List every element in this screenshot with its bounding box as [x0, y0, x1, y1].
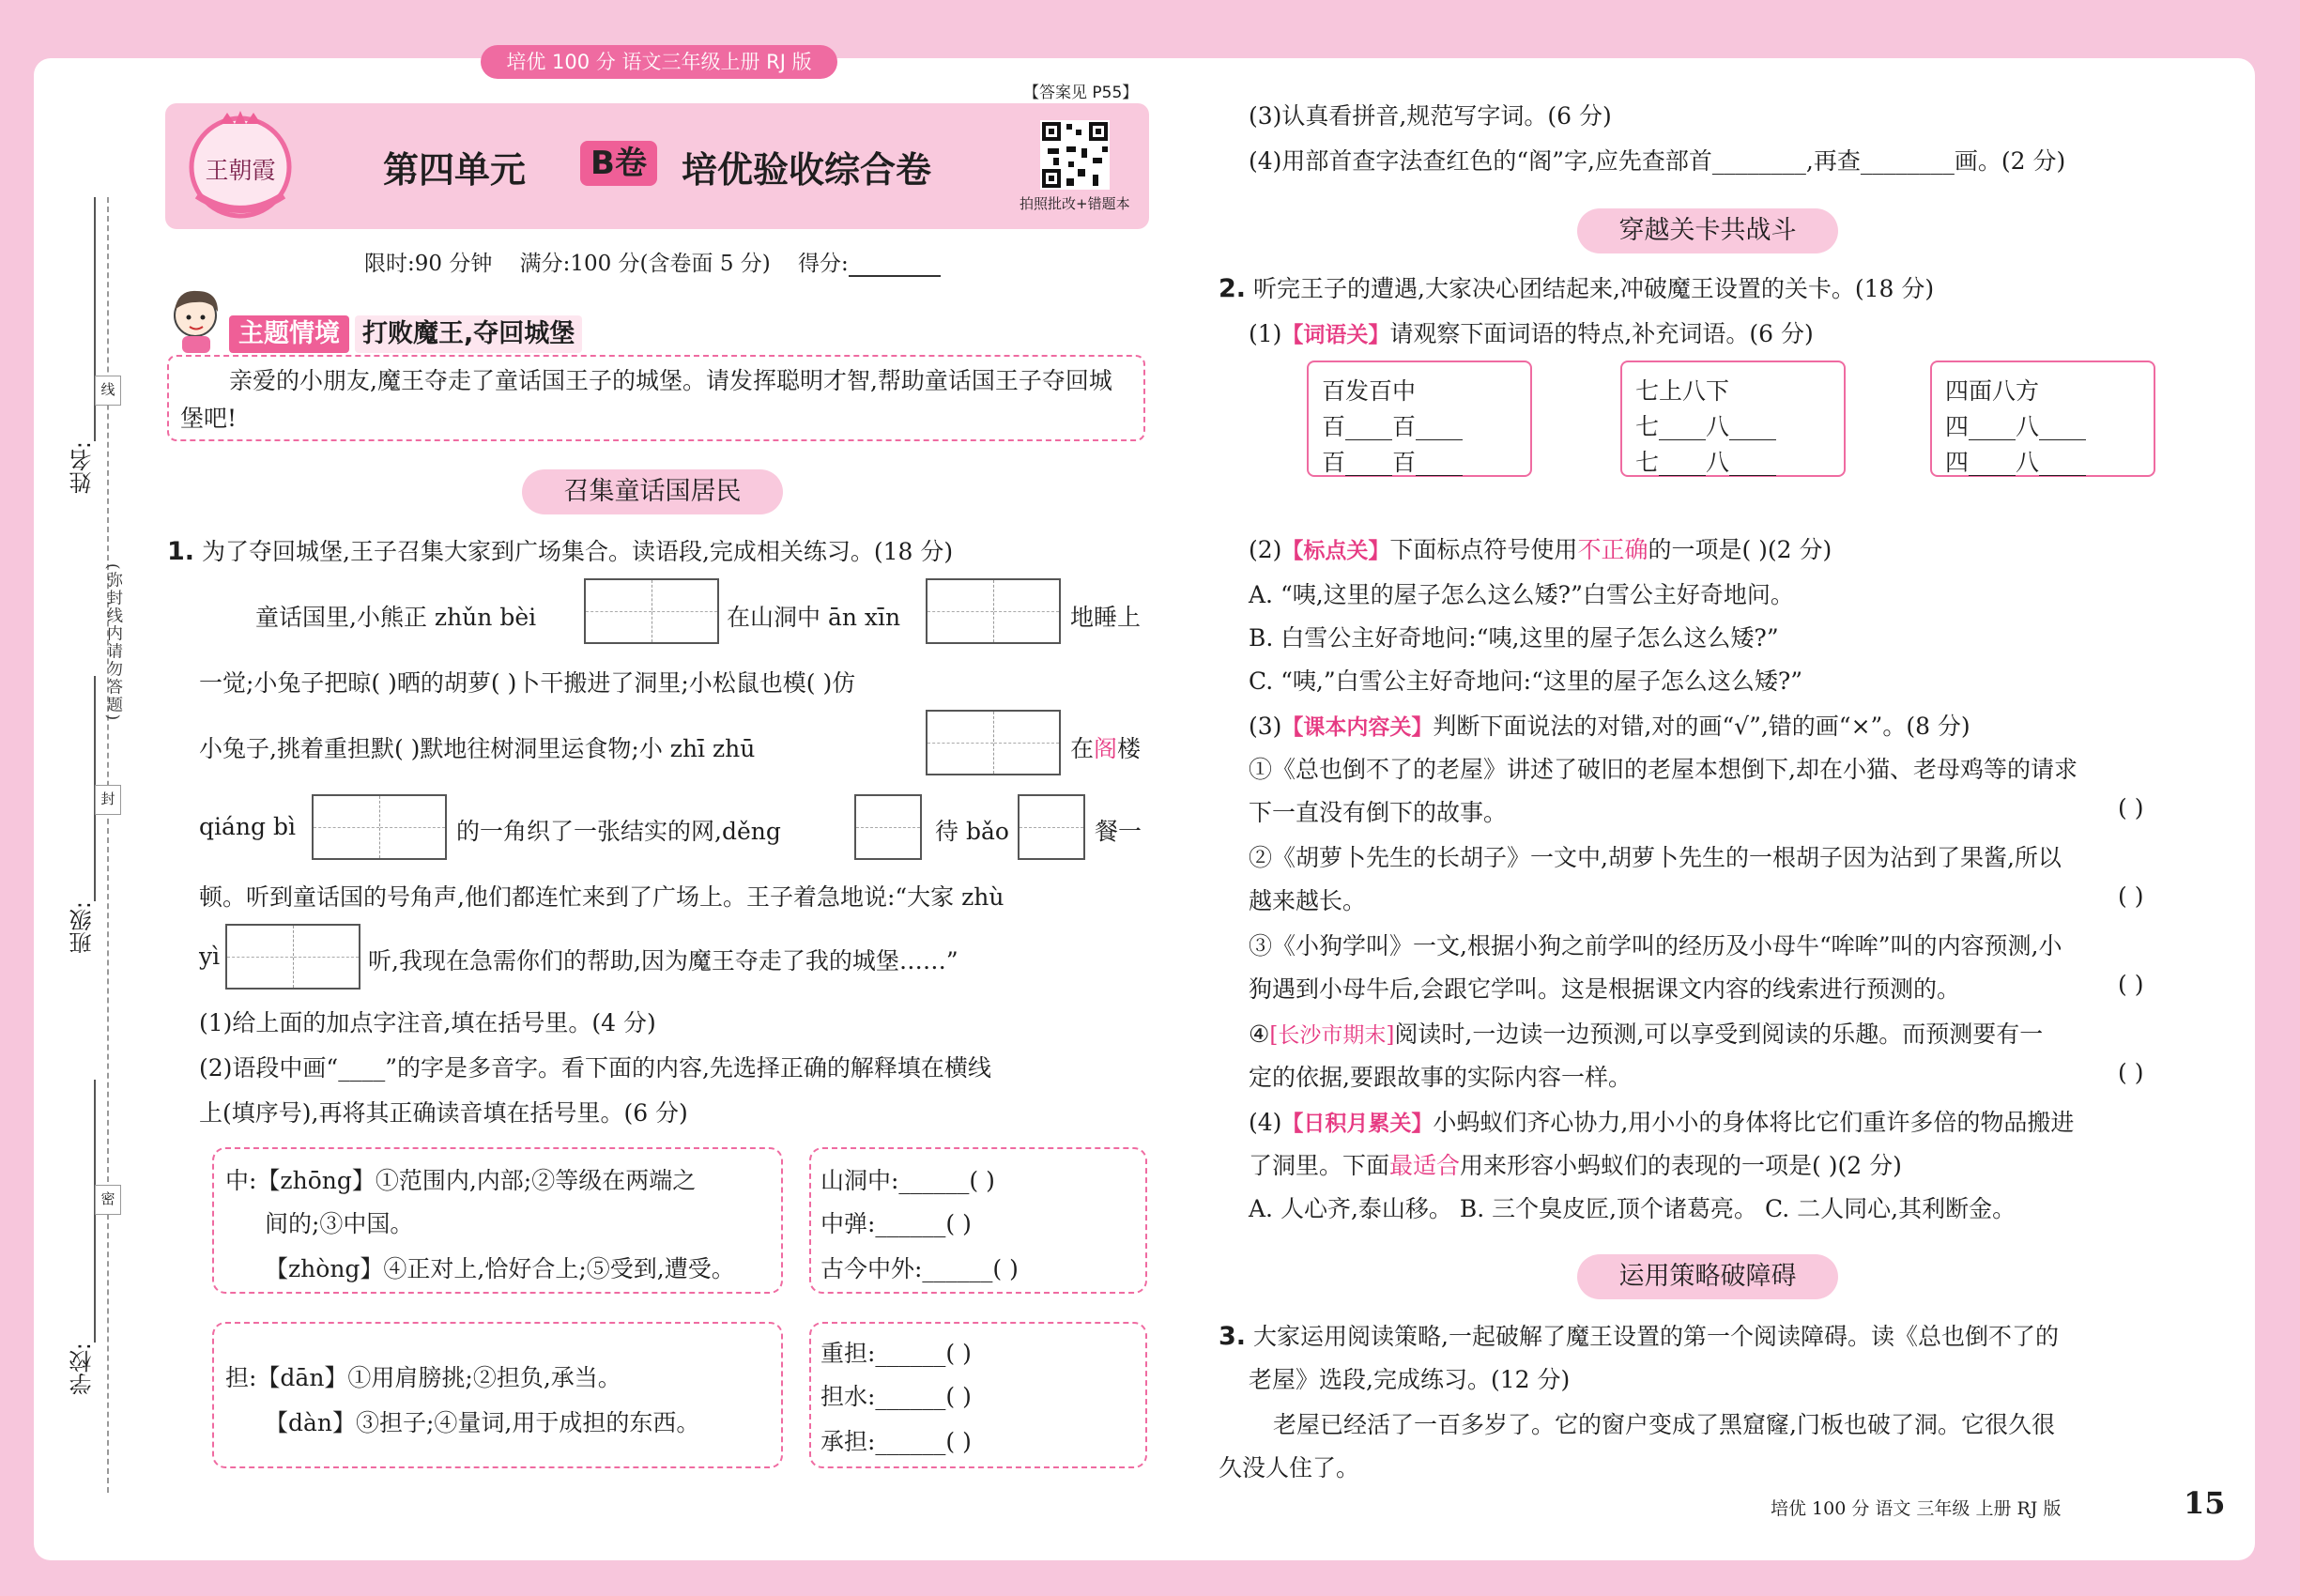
- q2-sub2: [1249, 531, 1832, 565]
- q1-p3d: 楼: [1117, 735, 1142, 762]
- q1-sub2a: (2)语段中画“____”的字是多音字。看下面的内容,先选择正确的解释填在横线: [199, 1054, 991, 1082]
- word-card-3-row2[interactable]: 四____八____: [1945, 449, 2087, 476]
- q2-sub4-text: 小蚂蚁们齐心协力,用小小的身体将比它们重许多倍的物品搬进: [1433, 1109, 2075, 1136]
- judge-4-text: 阅读时,一边读一边预测,可以享受到阅读的乐趣。而预测要有一: [1394, 1021, 2044, 1048]
- q2-sub4-text-a: 了洞里。下面: [1249, 1152, 1390, 1179]
- section-title-1: 召集童话国居民: [522, 469, 783, 514]
- q1-sub1: (1)给上面的加点字注音,填在括号里。(4 分): [199, 1009, 656, 1036]
- seal-mark: 封: [95, 785, 121, 815]
- q1-p1a: 童话国里,小熊正 zhǔn bèi: [255, 604, 537, 631]
- q1-p6a: yì: [199, 943, 221, 970]
- zhong-answer-2[interactable]: 中弹:______( ): [820, 1210, 972, 1237]
- judge-4-line1: ④[长沙市期末]阅读时,一边读一边预测,可以享受到阅读的乐趣。而预测要有一: [1249, 1021, 2044, 1048]
- q2-stem-text: 听完王子的遭遇,大家决心团结起来,冲破魔王设置的关卡。(18 分): [1253, 275, 1935, 302]
- q1-stem-text: 为了夺回城堡,王子召集大家到广场集合。读语段,完成相关练习。(18 分): [202, 538, 954, 565]
- q1-stem: [167, 533, 953, 567]
- dan-answer-1[interactable]: 重担:______( ): [820, 1340, 972, 1367]
- q1-red-char: 阁: [1094, 735, 1118, 762]
- qr-code-icon[interactable]: [1040, 120, 1110, 190]
- q2-number: 2.: [1219, 274, 1247, 303]
- class-label: 班级:: [69, 901, 96, 955]
- write-box-zhunbei[interactable]: [584, 578, 719, 644]
- zhong-answer-3[interactable]: 古今中外:______( ): [820, 1255, 1019, 1282]
- full-score: 满分:100 分(含卷面 5 分): [519, 252, 771, 276]
- zhong-answer-1[interactable]: 山洞中:______( ): [820, 1167, 995, 1194]
- unit-title: 第四单元: [383, 149, 527, 191]
- word-card-1-row2[interactable]: 百____百____: [1322, 449, 1464, 476]
- q2-sub4: [1249, 1104, 2074, 1138]
- theme-tag: 主题情境: [229, 315, 349, 353]
- q1-p3b: 在: [1070, 735, 1095, 762]
- q2-sub4-options: A. 人心齐,泰山移。 B. 三个臭皮匠,顶个诸葛亮。 C. 二人同心,其利断金。: [1249, 1195, 2016, 1222]
- q2-sub4-num: (4): [1249, 1109, 1282, 1136]
- q3-stem-text: 大家运用阅读策略,一起破解了魔王设置的第一个阅读障碍。读《总也倒不了的: [1253, 1323, 2059, 1350]
- q1-sub3: (3)认真看拼音,规范写字词。(6 分): [1249, 102, 1612, 130]
- qr-caption: 拍照批改+错题本: [1020, 195, 1130, 212]
- q1-p1c: 地睡上: [1070, 604, 1142, 631]
- logo-text: 王朝霞: [205, 157, 276, 184]
- q2-sub3-text: 判断下面说法的对错,对的画“√”,错的画“×”。(8 分): [1433, 713, 1970, 740]
- judge-3-line1: ③《小狗学叫》一文,根据小狗之前学叫的经历及小母牛“哞哞”叫的内容预测,小: [1249, 932, 2062, 959]
- word-card-3-head: 四面八方: [1945, 377, 2040, 405]
- q1-p4b: 的一角织了一张结实的网,děng: [456, 818, 781, 845]
- student-illustration: [160, 282, 233, 353]
- q2-sub1: [1249, 315, 1814, 349]
- seal-mark-2: 密: [95, 1185, 121, 1215]
- word-card-2-row1[interactable]: 七____八____: [1635, 413, 1777, 440]
- q1-number: 1.: [167, 537, 195, 566]
- dan-def-2: 【dàn】③担子;④量词,用于成担的东西。: [265, 1409, 700, 1436]
- dan-answer-3[interactable]: 承担:______( ): [820, 1428, 972, 1455]
- q3-stem-line2: 老屋》选段,完成练习。(12 分): [1249, 1366, 1571, 1393]
- write-box-anxin[interactable]: [926, 578, 1061, 644]
- zhong-def-1: 中:【zhōng】①范围内,内部;②等级在两端之: [225, 1167, 697, 1194]
- word-card-2: [1620, 361, 1846, 477]
- q2-sub3-num: (3): [1249, 713, 1282, 740]
- section-title-2: 穿越关卡共战斗: [1577, 208, 1838, 253]
- q2-sub4-tag: 【日积月累关】: [1281, 1112, 1434, 1136]
- school-label: 学校:: [69, 1343, 96, 1396]
- judge-1-line2: 下一直没有倒下的故事。: [1249, 799, 1508, 826]
- judge-1-line1: ①《总也倒不了的老屋》讲述了破旧的老屋本想倒下,却在小猫、老母鸡等的请求: [1249, 756, 2078, 783]
- time-limit: 限时:90 分钟: [364, 252, 493, 276]
- judge-2-line2: 越来越长。: [1249, 887, 1367, 914]
- q2-sub1-num: (1): [1249, 320, 1282, 347]
- seal-note: (弥封线内请勿答题): [103, 563, 122, 723]
- write-box-bao[interactable]: [1018, 794, 1085, 860]
- judge-2-line1: ②《胡萝卜先生的长胡子》一文中,胡萝卜先生的一根胡子因为沾到了果酱,所以: [1249, 844, 2062, 871]
- word-card-3-row1[interactable]: 四____八____: [1945, 413, 2087, 440]
- q1-p3: [1070, 730, 1141, 764]
- q3-passage-line2: 久没人住了。: [1219, 1454, 1360, 1481]
- judge-4-tag: [长沙市期末]: [1269, 1023, 1395, 1048]
- q2-sub2-emph: 不正确: [1577, 536, 1648, 563]
- q2-sub1-tag: 【词语关】: [1281, 323, 1390, 347]
- intro-text: 亲爱的小朋友,魔王夺走了童话国王子的城堡。请发挥聪明才智,帮助童话国王子夺回城堡吧!: [167, 355, 1145, 441]
- score-field[interactable]: [849, 256, 941, 277]
- judge-1-answer[interactable]: ( ): [2118, 794, 2144, 821]
- q2-sub3: [1249, 708, 1970, 742]
- q3-passage-line1: 老屋已经活了一百多岁了。它的窗户变成了黑窟窿,门板也破了洞。它很久很: [1273, 1411, 2055, 1438]
- q1-p4c: 待 bǎo: [935, 818, 1009, 845]
- word-card-3: [1930, 361, 2155, 477]
- dan-answer-2[interactable]: 担水:______( ): [820, 1383, 972, 1410]
- q2-sub4-text-c[interactable]: 用来形容小蚂蚁们的表现的一项是( )(2 分): [1460, 1152, 1902, 1179]
- score-label: 得分:: [798, 252, 849, 276]
- q2-sub2-num: (2): [1249, 536, 1282, 563]
- q1-p3a[interactable]: 小兔子,挑着重担默( )默地往树洞里运食物;小 zhī zhū: [199, 735, 756, 762]
- q2-sub3-tag: 【课本内容关】: [1281, 715, 1434, 740]
- q2-sub2-tag: 【标点关】: [1281, 539, 1390, 563]
- top-band: [0, 0, 2300, 58]
- volume-badge: B卷: [580, 141, 657, 186]
- write-box-deng[interactable]: [854, 794, 922, 860]
- q2-sub2-text-a: 下面标点符号使用: [1389, 536, 1578, 563]
- q2-option-b: B. 白雪公主好奇地问:“咦,这里的屋子怎么这么矮?”: [1249, 624, 1779, 652]
- paper-title: 培优验收综合卷: [682, 149, 932, 191]
- section-title-3: 运用策略破障碍: [1577, 1254, 1838, 1299]
- word-card-2-head: 七上八下: [1635, 377, 1730, 405]
- word-card-2-row2[interactable]: 七____八____: [1635, 449, 1777, 476]
- judge-3-line2: 狗遇到小母牛后,会跟它学叫。这是根据课文内容的线索进行预测的。: [1249, 975, 1960, 1003]
- q2-sub4-line2: [1249, 1147, 1902, 1181]
- word-card-1: [1307, 361, 1532, 477]
- header-banner: [165, 103, 1149, 229]
- q2-option-a: A. “咦,这里的屋子怎么这么矮?”白雪公主好奇地问。: [1249, 581, 1794, 608]
- q3-number: 3.: [1219, 1322, 1247, 1351]
- write-box-qiangbi[interactable]: [312, 794, 447, 860]
- word-card-1-head: 百发百中: [1322, 377, 1417, 405]
- series-label: 培优 100 分 语文三年级上册 RJ 版: [481, 45, 837, 79]
- line-mark: 线: [95, 376, 121, 406]
- answer-reference: 【答案见 P55】: [1023, 84, 1139, 102]
- judge-4-answer[interactable]: ( ): [2118, 1059, 2144, 1086]
- footer-label: 培优 100 分 语文 三年级 上册 RJ 版: [1771, 1498, 2062, 1519]
- q1-p1b: 在山洞中 ān xīn: [727, 604, 901, 631]
- q2-option-c: C. “咦,”白雪公主好奇地问:“这里的屋子怎么这么矮?”: [1249, 668, 1803, 695]
- word-card-1-row1[interactable]: 百____百____: [1322, 413, 1464, 440]
- q2-sub2-text-c[interactable]: 的一项是( )(2 分): [1648, 536, 1832, 563]
- judge-3-answer[interactable]: ( ): [2118, 971, 2144, 998]
- q1-sub4[interactable]: (4)用部首查字法查红色的“阁”字,应先查部首________,再查________画。(2 分): [1249, 147, 2066, 175]
- write-box-zhuyi[interactable]: [225, 924, 360, 990]
- q1-p2[interactable]: 一觉;小兔子把晾( )晒的胡萝( )卜干搬进了洞里;小松鼠也模( )仿: [199, 669, 856, 697]
- dan-definition-box: [212, 1322, 783, 1468]
- q1-sub2b: 上(填序号),再将其正确读音填在括号里。(6 分): [199, 1099, 688, 1127]
- q1-p6b: 听,我现在急需你们的帮助,因为魔王夺走了我的城堡……”: [368, 947, 958, 974]
- brand-logo: [184, 105, 297, 225]
- q2-sub4-emph: 最适合: [1389, 1152, 1461, 1179]
- page-number: 15: [2184, 1485, 2226, 1521]
- q1-p5: 顿。听到童话国的号角声,他们都连忙来到了广场上。王子着急地说:“大家 zhù: [199, 883, 1004, 911]
- q1-p4a: qiáng bì: [199, 813, 296, 840]
- q2-stem: [1219, 270, 1934, 304]
- judge-4-line2: 定的依据,要跟故事的实际内容一样。: [1249, 1064, 1632, 1091]
- exam-meta: [364, 246, 941, 277]
- q1-p4d: 餐一: [1095, 818, 1142, 845]
- zhong-def-3: 【zhòng】④正对上,恰好合上;⑤受到,遭受。: [265, 1255, 735, 1282]
- q2-sub1-text: 请观察下面词语的特点,补充词语。(6 分): [1389, 320, 1814, 347]
- name-label: 姓名:: [69, 441, 96, 495]
- theme-title: 打败魔王,夺回城堡: [355, 315, 582, 353]
- q3-stem-line1: [1219, 1318, 2059, 1352]
- zhong-def-2: 间的;③中国。: [265, 1210, 414, 1237]
- write-box-zhizhu[interactable]: [926, 710, 1061, 775]
- judge-2-answer[interactable]: ( ): [2118, 882, 2144, 910]
- dan-def-1: 担:【dān】①用肩膀挑;②担负,承当。: [225, 1364, 621, 1391]
